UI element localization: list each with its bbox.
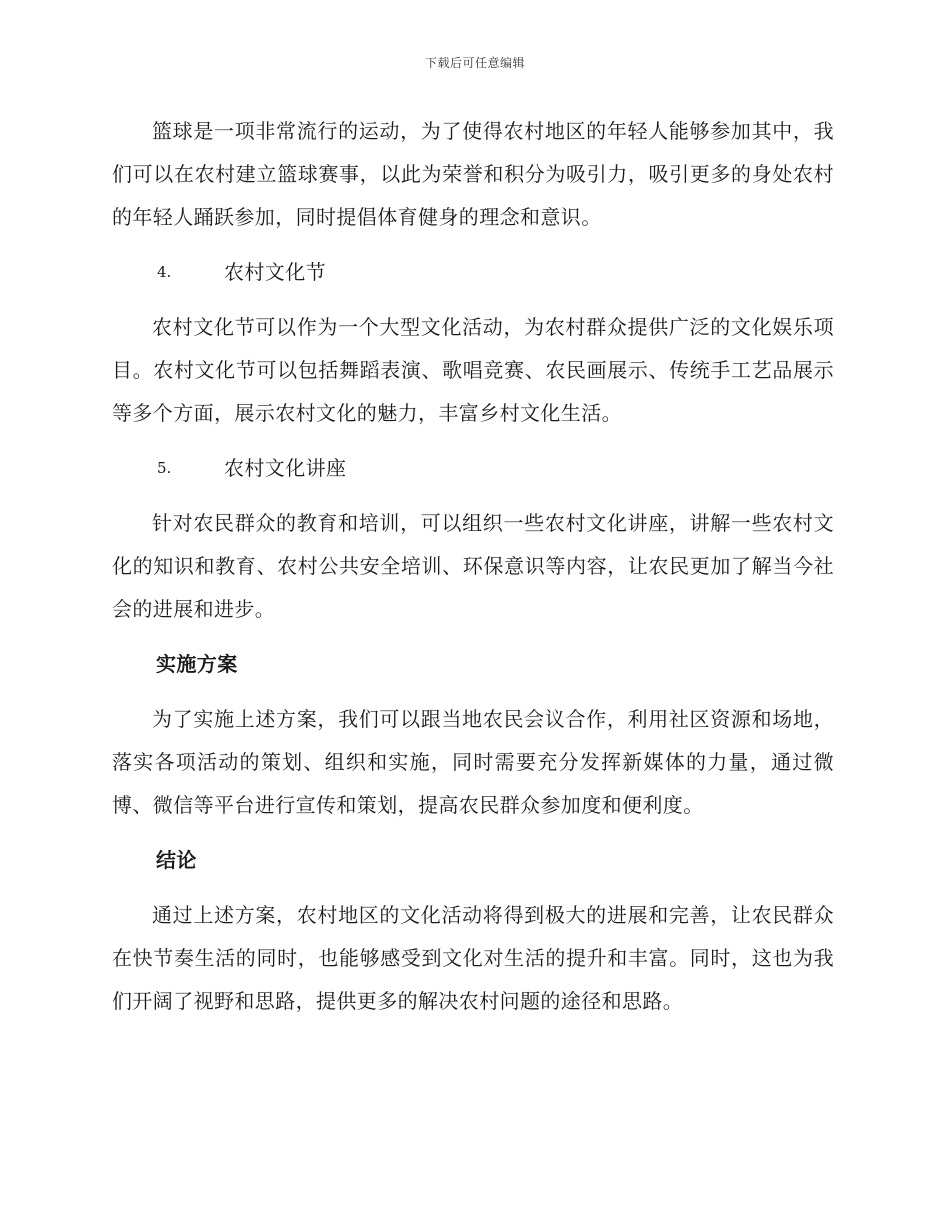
list-item-5-title: 农村文化讲座: [224, 456, 347, 480]
list-item-5-number: 5.: [157, 459, 172, 477]
heading-plan: 实施方案: [156, 652, 238, 676]
list-item-4-number: 4.: [157, 263, 172, 281]
paragraph-festival: 农村文化节可以作为一个大型文化活动，为农村群众提供广泛的文化娱乐项目。农村文化节可以包括舞蹈表演、歌唱竞赛、农民画展示、传统手工艺品展示等多个方面，展示农村文化的魅力，丰富乡村文化生活。: [112, 315, 834, 425]
paragraph-basketball: 篮球是一项非常流行的运动，为了使得农村地区的年轻人能够参加其中，我们可以在农村建立篮球赛事，以此为荣誉和积分为吸引力，吸引更多的身处农村的年轻人踊跃参加，同时提倡体育健身的理念和意识。: [112, 119, 834, 229]
list-item-5: [112, 447, 834, 490]
paragraph-plan: 为了实施上述方案，我们可以跟当地农民会议合作，利用社区资源和场地，落实各项活动的策划、组织和实施，同时需要充分发挥新媒体的力量，通过微博、微信等平台进行宣传和策划，提高农民群众参加度和便利度。: [112, 707, 834, 817]
heading-conclusion: 结论: [156, 848, 197, 872]
list-item-4-title: 农村文化节: [224, 260, 326, 284]
paragraph-lecture: 针对农民群众的教育和培训，可以组织一些农村文化讲座，讲解一些农村文化的知识和教育、农村公共安全培训、环保意识等内容，让农民更加了解当今社会的进展和进步。: [112, 511, 834, 621]
header-note: 下载后可任意编辑: [424, 56, 525, 70]
list-item-4: [112, 251, 834, 294]
document-body: [112, 110, 834, 1035]
paragraph-conclusion: 通过上述方案，农村地区的文化活动将得到极大的进展和完善，让农民群众在快节奏生活的同时，也能够感受到文化对生活的提升和丰富。同时，这也为我们开阔了视野和思路，提供更多的解决农村问题的途径和思路。: [112, 903, 834, 1013]
